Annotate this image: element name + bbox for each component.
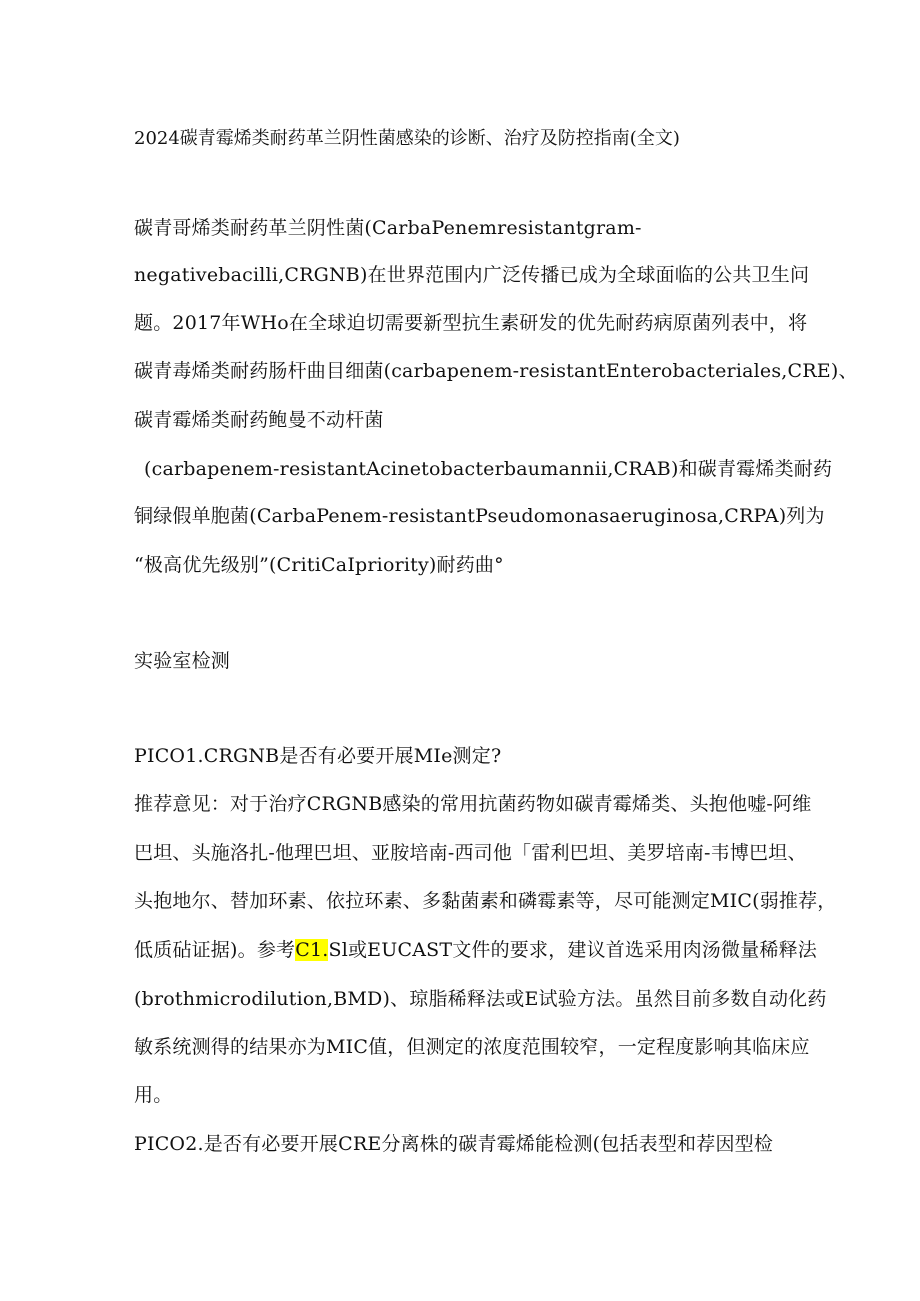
pico1-line-3: 头抱地尔、替加环素、依拉环素、多黏菌素和磷霉素等，尽可能测定MIC(弱推荐， xyxy=(134,890,837,912)
document-title: 2024碳青霉烯类耐药革兰阴性菌感染的诊断、治疗及防控指南(全文) xyxy=(134,128,680,149)
pico1-line-4 xyxy=(134,937,817,963)
highlighted-text: C1. xyxy=(295,939,329,961)
intro-line-2: negativebacilli,CRGNB)在世界范围内广泛传播已成为全球面临的公共卫生问 xyxy=(134,264,810,286)
pico1-line-5: (brothmicrodilution,BMD)、琼脂稀释法或E试验方法。虽然目前多数自动化药 xyxy=(134,988,827,1010)
pico1-line-7: 用。 xyxy=(134,1084,173,1106)
intro-line-8: “极高优先级别”(CritiCaIpriority)耐药曲° xyxy=(134,554,504,576)
pico1-line-1: 推荐意见：对于治疗CRGNB感染的常用抗菌药物如碳青霉烯类、头抱他嘘-阿维 xyxy=(134,793,812,815)
intro-line-6: (carbapenem-resistantAcinetobacterbaumannii,CRAB)和碳青霉烯类耐药 xyxy=(144,458,833,480)
intro-line-7: 铜绿假单胞菌(CarbaPenem-resistantPseudomonasaeruginosa,CRPA)列为 xyxy=(134,505,825,527)
intro-line-5: 碳青霉烯类耐药鲍曼不动杆菌 xyxy=(134,409,384,431)
intro-line-1: 碳青哥烯类耐药革兰阴性菌(CarbaPenemresistantgram- xyxy=(134,217,642,239)
pico1-line-4-before: 低质砧证据)。参考 xyxy=(134,939,296,961)
pico1-heading: PICO1.CRGNB是否有必要开展MIe测定? xyxy=(134,745,502,767)
section-heading: 实验室检测 xyxy=(134,650,231,672)
intro-line-4: 碳青毒烯类耐药肠杆曲目细菌(carbapenem-resistantEnterobacteriales,CRE)、 xyxy=(134,360,858,382)
pico1-line-2: 巴坦、头施洛扎-他理巴坦、亚胺培南-西司他「雷利巴坦、美罗培南-韦博巴坦、 xyxy=(134,842,807,864)
intro-line-3: 题。2017年WHo在全球迫切需要新型抗生素研发的优先耐药病原菌列表中，将 xyxy=(134,312,808,334)
pico1-line-4-after: Sl或EUCAST文件的要求，建议首选采用肉汤微量稀释法 xyxy=(328,939,818,961)
pico2-heading: PICO2.是否有必要开展CRE分离株的碳青霉烯能检测(包括表型和荐因型检 xyxy=(134,1133,774,1155)
pico1-line-6: 敏系统测得的结果亦为MIC值，但测定的浓度范围较窄，一定程度影响其临床应 xyxy=(134,1036,810,1058)
